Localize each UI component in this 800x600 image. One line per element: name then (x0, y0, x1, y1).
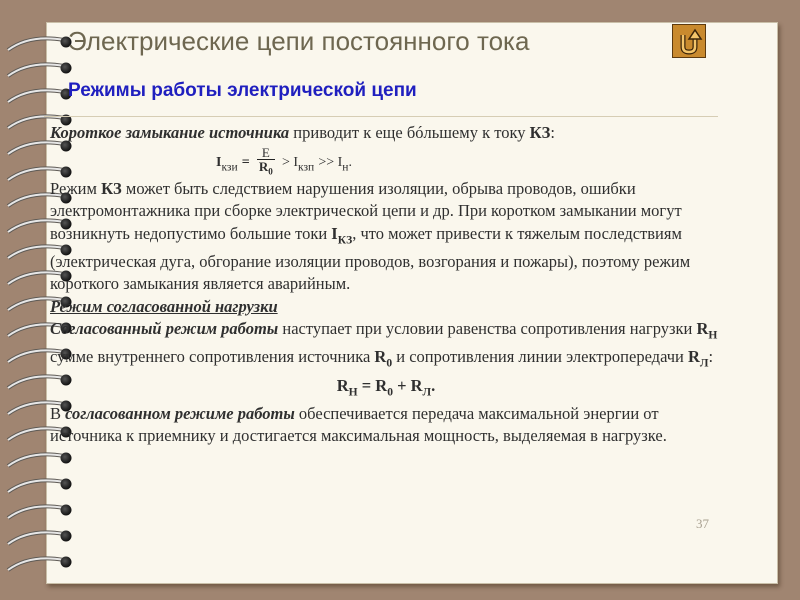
formula-symbol: R (336, 375, 349, 395)
text: Режим (50, 179, 102, 199)
formula-subscript: 0 (268, 166, 273, 177)
text: обеспечивается передача максимальной энергии от источника к приемнику и достигается максимальная мощность, выделяемая в нагрузке. (50, 404, 667, 446)
formula-subscript: Л (699, 357, 709, 370)
text: В (50, 404, 66, 424)
fraction-denominator (257, 159, 275, 179)
formula-subscript: Н (348, 386, 358, 399)
text: : (550, 123, 555, 142)
spiral-ring (8, 89, 72, 103)
spiral-ring (8, 453, 72, 467)
kz-term: КЗ (101, 179, 122, 199)
text: сумме внутреннего сопротивления источника (50, 347, 375, 367)
formula-matched-load (50, 375, 722, 404)
slide-body (50, 122, 722, 448)
formula-symbol: . (348, 155, 352, 171)
formula-symbol: R (375, 375, 388, 395)
paragraph-short-circuit (50, 122, 722, 144)
slide-subtitle: Режимы работы электрической цепи (68, 80, 417, 101)
paragraph-matched-load (50, 318, 722, 375)
formula-subscript: Л (422, 386, 432, 399)
return-button[interactable] (672, 24, 706, 58)
formula-symbol: R (410, 375, 423, 395)
u-turn-arrow-icon (673, 25, 705, 57)
paragraph-kz-mode (50, 178, 722, 295)
formula-subscript: 0 (387, 386, 393, 399)
fraction-numerator: E (261, 145, 270, 161)
formula-symbol: R (688, 347, 700, 367)
formula-symbol: = (241, 155, 250, 171)
spiral-ring (8, 505, 72, 519)
text: , что может привести к тяжелым последствиям (электрическая дуга, обгорание изоляции проводов, возгорания и пожары), поэтому режим короткого замыкания является аварийным. (50, 223, 691, 294)
formula-subscript: кзи (221, 161, 238, 174)
formula-subscript: н (342, 161, 349, 174)
text: : (708, 347, 714, 367)
formula-subscript: 0 (386, 357, 393, 370)
text: приводит к еще бóльшему к току (289, 123, 530, 142)
formula-symbol: = (357, 375, 376, 395)
title-divider (44, 116, 718, 117)
spiral-ring (8, 63, 72, 77)
matched-mode-term: согласованном режиме работы (65, 404, 295, 424)
kz-term: КЗ (529, 123, 551, 142)
matched-mode-term: Согласованный режим работы (50, 318, 279, 338)
paragraph-matched-mode-result (50, 403, 722, 447)
formula-symbol: I (216, 155, 222, 171)
short-circuit-term: Короткое замыкание источника (50, 123, 290, 142)
spiral-ring (8, 37, 72, 51)
text: может быть следствием нарушения изоляции, обрыва проводов, ошибки электромонтажника при сборке электрической цепи и др. При коротком замыкании могут возникнуть недопустимо большие токи (50, 179, 682, 243)
formula-short-circuit (50, 145, 722, 177)
formula-symbol: > I (281, 155, 299, 171)
text: наступает при условии равенства сопротивления нагрузки (278, 318, 697, 338)
formula-subscript: Н (708, 329, 718, 342)
formula-symbol: . (431, 375, 436, 395)
formula-fraction (257, 146, 275, 179)
spiral-ring (8, 557, 72, 571)
formula-symbol: I (331, 223, 338, 243)
formula-subscript: кзп (298, 161, 315, 174)
page-number: 37 (696, 516, 709, 531)
spiral-ring (8, 479, 72, 493)
formula-symbol: R (258, 159, 269, 175)
formula-symbol: R (374, 347, 387, 367)
formula-subscript: КЗ (337, 233, 353, 246)
slide-title: Электрические цепи постоянного тока (68, 26, 530, 56)
formula-symbol: R (696, 318, 709, 338)
matched-load-heading: Режим согласованной нагрузки (50, 296, 278, 316)
text: и сопротивления линии электропередачи (392, 347, 688, 367)
spiral-ring (8, 531, 72, 545)
formula-symbol: + (392, 375, 411, 395)
formula-symbol: >> I (318, 155, 343, 171)
